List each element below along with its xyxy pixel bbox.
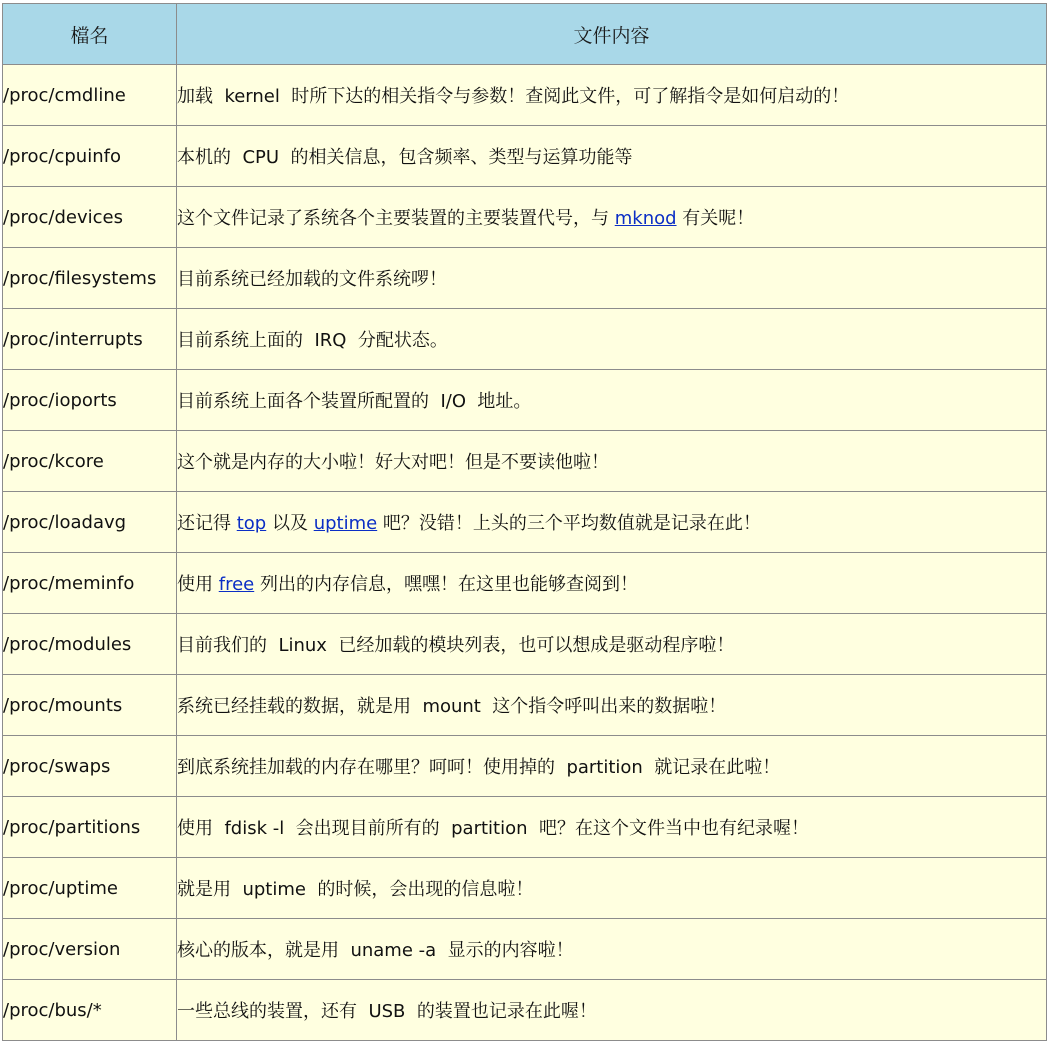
description-text: 使用 fdisk -l 会出现目前所有的 partition 吧？在这个文件当中也有纪录喔！: [177, 818, 809, 839]
proc-files-table: [2, 3, 1047, 1041]
table-header: [3, 4, 1047, 65]
file-path: /proc/cpuinfo: [3, 126, 177, 187]
command-link[interactable]: mknod: [614, 208, 677, 229]
description-text: 就是用 uptime 的时候，会出现的信息啦！: [177, 879, 534, 900]
description-text: 这个文件记录了系统各个主要装置的主要装置代号，与: [177, 208, 615, 229]
table-row: [3, 675, 1047, 736]
file-description: [177, 65, 1047, 126]
table-row: [3, 248, 1047, 309]
file-description: [177, 187, 1047, 248]
description-text: 还记得: [177, 513, 237, 534]
table-row: [3, 65, 1047, 126]
file-path: /proc/meminfo: [3, 553, 177, 614]
table-row: [3, 797, 1047, 858]
file-description: [177, 248, 1047, 309]
description-text: 有关呢！: [676, 208, 755, 229]
file-path: /proc/modules: [3, 614, 177, 675]
file-description: [177, 980, 1047, 1041]
file-description: [177, 431, 1047, 492]
description-text: 目前我们的 Linux 已经加载的模块列表，也可以想成是驱动程序啦！: [177, 635, 735, 656]
file-path: /proc/loadavg: [3, 492, 177, 553]
description-text: 一些总线的装置，还有 USB 的装置也记录在此喔！: [177, 1001, 597, 1022]
file-path: /proc/devices: [3, 187, 177, 248]
command-link[interactable]: uptime: [313, 513, 378, 534]
file-path: /proc/interrupts: [3, 309, 177, 370]
file-path: /proc/partitions: [3, 797, 177, 858]
file-description: [177, 126, 1047, 187]
description-text: 到底系统挂加载的内存在哪里？呵呵！使用掉的 partition 就记录在此啦！: [177, 757, 781, 778]
file-path: /proc/kcore: [3, 431, 177, 492]
file-path: /proc/uptime: [3, 858, 177, 919]
file-description: [177, 797, 1047, 858]
table-body: [3, 65, 1047, 1041]
file-description: [177, 492, 1047, 553]
table-row: [3, 858, 1047, 919]
header-filename: 檔名: [3, 4, 177, 65]
file-description: [177, 736, 1047, 797]
file-description: [177, 858, 1047, 919]
file-description: [177, 309, 1047, 370]
description-text: 本机的 CPU 的相关信息，包含频率、类型与运算功能等: [177, 147, 633, 168]
file-description: [177, 614, 1047, 675]
description-text: 核心的版本，就是用 uname -a 显示的内容啦！: [177, 940, 574, 961]
description-text: 使用: [177, 574, 219, 595]
table-row: [3, 492, 1047, 553]
table-row: [3, 919, 1047, 980]
table-row: [3, 309, 1047, 370]
file-path: /proc/swaps: [3, 736, 177, 797]
header-content: 文件内容: [177, 4, 1047, 65]
description-text: 以及: [266, 513, 314, 534]
file-path: /proc/ioports: [3, 370, 177, 431]
command-link[interactable]: top: [236, 513, 267, 534]
file-path: /proc/version: [3, 919, 177, 980]
header-row: [3, 4, 1047, 65]
table-row: [3, 736, 1047, 797]
file-path: /proc/bus/*: [3, 980, 177, 1041]
file-path: /proc/cmdline: [3, 65, 177, 126]
description-text: 目前系统上面的 IRQ 分配状态。: [177, 330, 448, 351]
table-row: [3, 370, 1047, 431]
file-description: [177, 553, 1047, 614]
description-text: 列出的内存信息，嘿嘿！在这里也能够查阅到！: [254, 574, 638, 595]
table-row: [3, 431, 1047, 492]
table-row: [3, 614, 1047, 675]
command-link[interactable]: free: [218, 574, 255, 595]
table-row: [3, 126, 1047, 187]
description-text: 吧？没错！上头的三个平均数值就是记录在此！: [377, 513, 761, 534]
description-text: 目前系统上面各个装置所配置的 I/O 地址。: [177, 391, 532, 412]
file-description: [177, 675, 1047, 736]
table-row: [3, 980, 1047, 1041]
description-text: 加载 kernel 时所下达的相关指令与参数！查阅此文件，可了解指令是如何启动的！: [177, 86, 850, 107]
file-path: /proc/mounts: [3, 675, 177, 736]
file-description: [177, 919, 1047, 980]
description-text: 系统已经挂载的数据，就是用 mount 这个指令呼叫出来的数据啦！: [177, 696, 727, 717]
table-row: [3, 187, 1047, 248]
file-description: [177, 370, 1047, 431]
file-path: /proc/filesystems: [3, 248, 177, 309]
description-text: 目前系统已经加载的文件系统啰！: [177, 269, 447, 290]
table-row: [3, 553, 1047, 614]
description-text: 这个就是内存的大小啦！好大对吧！但是不要读他啦！: [177, 452, 609, 473]
